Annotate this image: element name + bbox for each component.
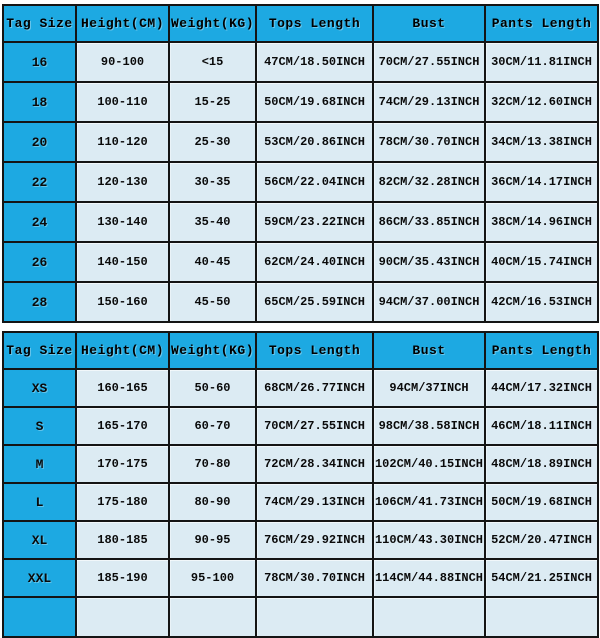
tag-size-cell: M xyxy=(3,445,76,483)
bust-cell: 78CM/30.70INCH xyxy=(373,122,485,162)
height-cell: 140-150 xyxy=(76,242,169,282)
table-row xyxy=(3,559,598,597)
tag-size-cell: L xyxy=(3,483,76,521)
height-cell xyxy=(76,597,169,637)
pants-length-cell: 40CM/15.74INCH xyxy=(485,242,598,282)
header-tag-size: Tag Size xyxy=(3,5,76,42)
pants-length-cell: 54CM/21.25INCH xyxy=(485,559,598,597)
height-cell: 100-110 xyxy=(76,82,169,122)
tops-length-cell: 59CM/23.22INCH xyxy=(256,202,373,242)
weight-cell: 50-60 xyxy=(169,369,256,407)
table-row xyxy=(3,162,598,202)
weight-cell: 60-70 xyxy=(169,407,256,445)
tops-length-cell: 72CM/28.34INCH xyxy=(256,445,373,483)
height-cell: 170-175 xyxy=(76,445,169,483)
header-height: Height(CM) xyxy=(76,5,169,42)
height-cell: 90-100 xyxy=(76,42,169,82)
bust-cell: 106CM/41.73INCH xyxy=(373,483,485,521)
tops-length-cell: 53CM/20.86INCH xyxy=(256,122,373,162)
tag-size-cell: 28 xyxy=(3,282,76,322)
tops-length-cell: 70CM/27.55INCH xyxy=(256,407,373,445)
pants-length-cell: 32CM/12.60INCH xyxy=(485,82,598,122)
weight-cell: 45-50 xyxy=(169,282,256,322)
tops-length-cell: 65CM/25.59INCH xyxy=(256,282,373,322)
weight-cell: 95-100 xyxy=(169,559,256,597)
bust-cell xyxy=(373,597,485,637)
weight-cell: 15-25 xyxy=(169,82,256,122)
weight-cell: 25-30 xyxy=(169,122,256,162)
tag-size-cell: S xyxy=(3,407,76,445)
bust-cell: 90CM/35.43INCH xyxy=(373,242,485,282)
table-row xyxy=(3,282,598,322)
tops-length-cell xyxy=(256,597,373,637)
header-pants-length: Pants Length xyxy=(485,332,598,369)
header-weight: Weight(KG) xyxy=(169,5,256,42)
table-row xyxy=(3,82,598,122)
header-weight: Weight(KG) xyxy=(169,332,256,369)
tag-size-cell: 26 xyxy=(3,242,76,282)
table-row xyxy=(3,369,598,407)
size-table-adult xyxy=(2,331,599,638)
table-row xyxy=(3,42,598,82)
height-cell: 160-165 xyxy=(76,369,169,407)
pants-length-cell: 42CM/16.53INCH xyxy=(485,282,598,322)
bust-cell: 86CM/33.85INCH xyxy=(373,202,485,242)
tops-length-cell: 62CM/24.40INCH xyxy=(256,242,373,282)
tops-length-cell: 56CM/22.04INCH xyxy=(256,162,373,202)
tag-size-cell: 20 xyxy=(3,122,76,162)
pants-length-cell: 34CM/13.38INCH xyxy=(485,122,598,162)
pants-length-cell: 44CM/17.32INCH xyxy=(485,369,598,407)
tag-size-cell: 22 xyxy=(3,162,76,202)
header-tops-length: Tops Length xyxy=(256,5,373,42)
table-row xyxy=(3,445,598,483)
tops-length-cell: 76CM/29.92INCH xyxy=(256,521,373,559)
tag-size-cell xyxy=(3,597,76,637)
weight-cell: 70-80 xyxy=(169,445,256,483)
weight-cell: 40-45 xyxy=(169,242,256,282)
bust-cell: 70CM/27.55INCH xyxy=(373,42,485,82)
header-height: Height(CM) xyxy=(76,332,169,369)
header-tops-length: Tops Length xyxy=(256,332,373,369)
tops-length-cell: 78CM/30.70INCH xyxy=(256,559,373,597)
pants-length-cell: 36CM/14.17INCH xyxy=(485,162,598,202)
height-cell: 165-170 xyxy=(76,407,169,445)
table-header-row xyxy=(3,332,598,369)
weight-cell: 30-35 xyxy=(169,162,256,202)
header-bust: Bust xyxy=(373,5,485,42)
table-row xyxy=(3,483,598,521)
bust-cell: 94CM/37INCH xyxy=(373,369,485,407)
height-cell: 180-185 xyxy=(76,521,169,559)
header-tag-size: Tag Size xyxy=(3,332,76,369)
height-cell: 120-130 xyxy=(76,162,169,202)
bust-cell: 74CM/29.13INCH xyxy=(373,82,485,122)
tops-length-cell: 68CM/26.77INCH xyxy=(256,369,373,407)
pants-length-cell xyxy=(485,597,598,637)
weight-cell: 35-40 xyxy=(169,202,256,242)
bust-cell: 82CM/32.28INCH xyxy=(373,162,485,202)
pants-length-cell: 48CM/18.89INCH xyxy=(485,445,598,483)
table-row xyxy=(3,521,598,559)
table-row xyxy=(3,202,598,242)
height-cell: 150-160 xyxy=(76,282,169,322)
tops-length-cell: 74CM/29.13INCH xyxy=(256,483,373,521)
bust-cell: 114CM/44.88INCH xyxy=(373,559,485,597)
weight-cell: 80-90 xyxy=(169,483,256,521)
table-header-row xyxy=(3,5,598,42)
weight-cell xyxy=(169,597,256,637)
tag-size-cell: 18 xyxy=(3,82,76,122)
tag-size-cell: 24 xyxy=(3,202,76,242)
pants-length-cell: 38CM/14.96INCH xyxy=(485,202,598,242)
table-row xyxy=(3,122,598,162)
header-pants-length: Pants Length xyxy=(485,5,598,42)
table-row xyxy=(3,407,598,445)
bust-cell: 98CM/38.58INCH xyxy=(373,407,485,445)
bust-cell: 102CM/40.15INCH xyxy=(373,445,485,483)
weight-cell: <15 xyxy=(169,42,256,82)
table-row-partial xyxy=(3,597,598,637)
height-cell: 185-190 xyxy=(76,559,169,597)
pants-length-cell: 30CM/11.81INCH xyxy=(485,42,598,82)
bust-cell: 94CM/37.00INCH xyxy=(373,282,485,322)
pants-length-cell: 46CM/18.11INCH xyxy=(485,407,598,445)
tag-size-cell: XL xyxy=(3,521,76,559)
tops-length-cell: 50CM/19.68INCH xyxy=(256,82,373,122)
size-table-kids xyxy=(2,4,599,323)
tops-length-cell: 47CM/18.50INCH xyxy=(256,42,373,82)
pants-length-cell: 50CM/19.68INCH xyxy=(485,483,598,521)
pants-length-cell: 52CM/20.47INCH xyxy=(485,521,598,559)
header-bust: Bust xyxy=(373,332,485,369)
height-cell: 175-180 xyxy=(76,483,169,521)
height-cell: 110-120 xyxy=(76,122,169,162)
tag-size-cell: 16 xyxy=(3,42,76,82)
height-cell: 130-140 xyxy=(76,202,169,242)
table-row xyxy=(3,242,598,282)
tag-size-cell: XXL xyxy=(3,559,76,597)
tag-size-cell: XS xyxy=(3,369,76,407)
bust-cell: 110CM/43.30INCH xyxy=(373,521,485,559)
weight-cell: 90-95 xyxy=(169,521,256,559)
